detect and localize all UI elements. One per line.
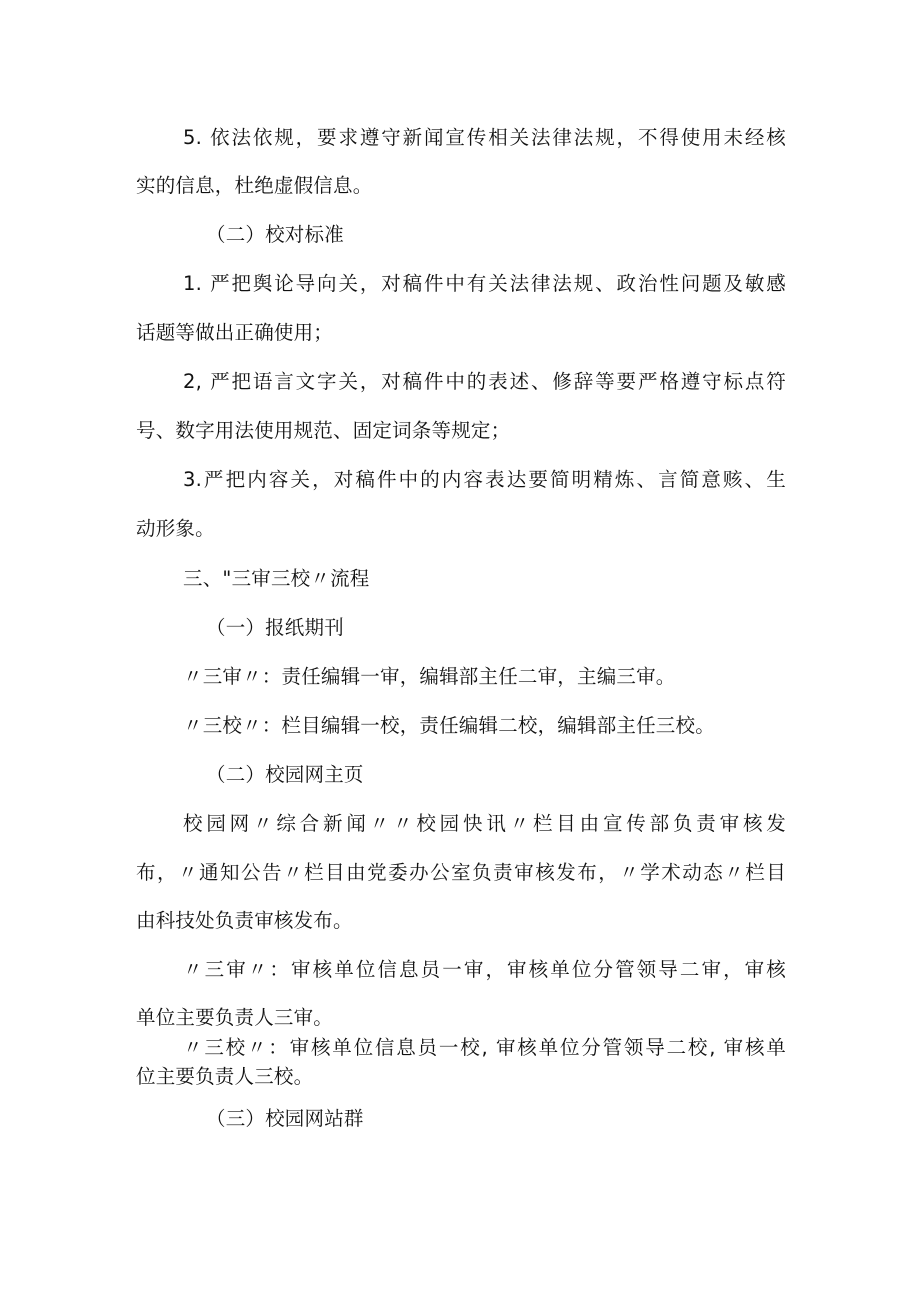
subheading-newspapers-periodicals: （一）报纸期刊 (206, 616, 344, 639)
homepage-three-proofreads-line-1: 〃三校〃：审核单位信息员一校, 审核单位分管领导二校, 审核单 (183, 1036, 786, 1059)
subheading-campus-site-cluster: （三）校园网站群 (206, 1107, 364, 1130)
paragraph-3-line-2: 动形象。 (136, 517, 215, 540)
section-heading-proofreading-standards: （二）校对标准 (206, 223, 344, 246)
homepage-three-reviews-line-1: 〃三审〃：审核单位信息员一审，审核单位分管领导二审，审核 (183, 958, 786, 981)
paragraph-1-line-1: 1. 严把舆论导向关，对稿件中有关法律法规、政治性问题及敏感 (183, 272, 786, 295)
homepage-three-reviews-line-2: 单位主要负责人三审。 (136, 1006, 334, 1029)
newspaper-three-reviews: 〃三审〃：责任编辑一审，编辑部主任二审，主编三审。 (183, 665, 676, 688)
homepage-three-proofreads-line-2: 位主要负责人三校。 (136, 1065, 314, 1088)
newspaper-three-proofreads: 〃三校〃：栏目编辑一校，责任编辑二校，编辑部主任三校。 (183, 714, 715, 737)
paragraph-5-line-2: 实的信息，杜绝虚假信息。 (136, 174, 373, 197)
paragraph-2-line-2: 号、数字用法使用规范、固定词条等规定； (136, 419, 511, 442)
campus-homepage-line-2: 布，〃通知公告〃栏目由党委办公室负责审核发布，〃学术动态〃栏目 (136, 861, 786, 884)
subheading-campus-homepage: （二）校园网主页 (206, 763, 364, 786)
paragraph-3-line-1: 3.严把内容关，对稿件中的内容表达要简明精炼、言简意赅、生 (183, 468, 786, 491)
section-heading-three-review-process: 三、"三审三校〃流程 (183, 567, 370, 590)
paragraph-5-line-1: 5. 依法依规，要求遵守新闻宣传相关法律法规，不得使用未经核 (183, 126, 786, 149)
paragraph-2-line-1: 2, 严把语言文字关，对稿件中的表述、修辞等要严格遵守标点符 (183, 370, 786, 393)
campus-homepage-line-3: 由科技处负责审核发布。 (136, 909, 353, 932)
paragraph-1-line-2: 话题等做出正确使用； (136, 321, 334, 344)
campus-homepage-line-1: 校园网〃综合新闻〃〃校园快讯〃栏目由宣传部负责审核发 (183, 812, 786, 835)
